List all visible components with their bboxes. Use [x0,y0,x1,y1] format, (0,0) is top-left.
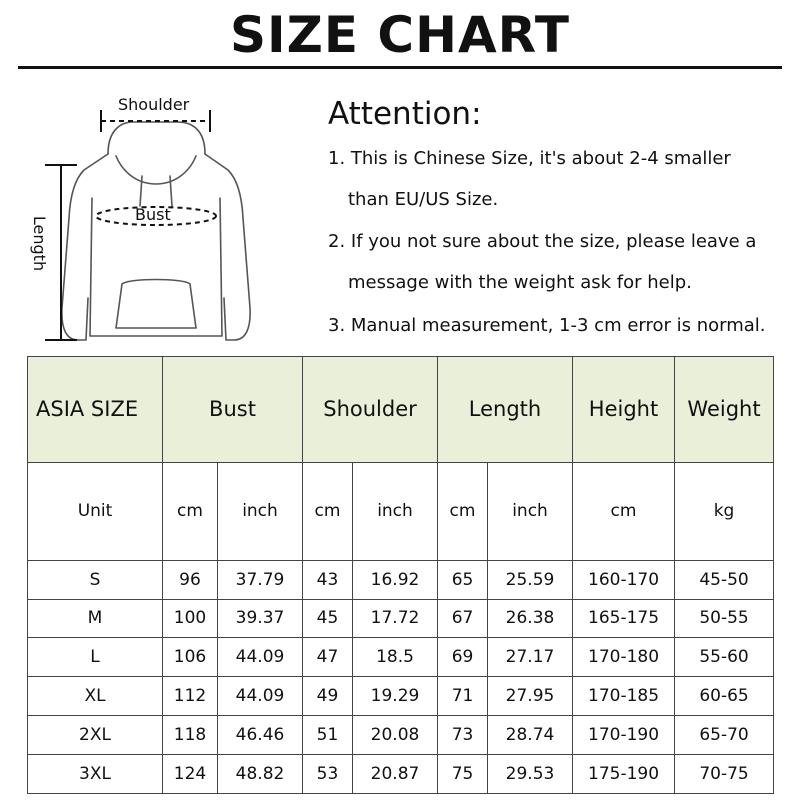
table-cell: 53 [303,755,353,794]
table-row [28,638,774,677]
table-cell: 46.46 [218,716,303,755]
table-row [28,560,774,599]
table-cell: 60-65 [675,677,774,716]
table-cell: 106 [163,638,218,677]
table-cell: 43 [303,560,353,599]
attention-line: message with the weight ask for help. [348,272,692,293]
attention-line: 2. If you not sure about the size, please leave a [328,231,757,252]
table-cell: 100 [163,599,218,638]
title-divider [18,66,782,69]
header-shoulder: Shoulder [303,357,438,463]
size-label-cell: 2XL [28,716,163,755]
table-cell: 118 [163,716,218,755]
table-header-row [28,357,774,463]
table-cell: 20.87 [353,755,438,794]
table-cell: 75 [438,755,488,794]
size-label-cell: L [28,638,163,677]
header-asia-size: ASIA SIZE [28,357,163,463]
attention-heading: Attention: [328,96,482,132]
attention-line: than EU/US Size. [348,189,499,210]
size-label-cell: 3XL [28,755,163,794]
table-cell: 27.95 [488,677,573,716]
table-cell: 44.09 [218,638,303,677]
attention-line: 1. This is Chinese Size, it's about 2-4 smaller [328,148,731,169]
size-rows [28,560,774,793]
table-cell: 39.37 [218,599,303,638]
unit-cell: inch [218,462,303,560]
table-cell: 50-55 [675,599,774,638]
table-cell: 37.79 [218,560,303,599]
table-cell: 45-50 [675,560,774,599]
size-label-cell: XL [28,677,163,716]
bust-label: Bust [135,205,171,224]
attention-line: 3. Manual measurement, 1-3 cm error is normal. [328,315,766,336]
table-cell: 96 [163,560,218,599]
table-cell: 20.08 [353,716,438,755]
shoulder-label: Shoulder [118,95,190,114]
table-cell: 19.29 [353,677,438,716]
unit-cell: kg [675,462,774,560]
table-cell: 112 [163,677,218,716]
table-cell: 124 [163,755,218,794]
table-cell: 29.53 [488,755,573,794]
table-cell: 73 [438,716,488,755]
table-cell: 26.38 [488,599,573,638]
table-cell: 47 [303,638,353,677]
table-cell: 44.09 [218,677,303,716]
size-label-cell: S [28,560,163,599]
table-cell: 25.59 [488,560,573,599]
table-cell: 175-190 [573,755,675,794]
header-bust: Bust [163,357,303,463]
table-cell: 16.92 [353,560,438,599]
table-cell: 27.17 [488,638,573,677]
table-cell: 170-190 [573,716,675,755]
table-cell: 51 [303,716,353,755]
unit-cell: cm [573,462,675,560]
unit-cell: inch [353,462,438,560]
table-cell: 49 [303,677,353,716]
length-label: Length [30,215,50,272]
unit-cell: inch [488,462,573,560]
table-row [28,677,774,716]
table-row [28,755,774,794]
table-row [28,716,774,755]
table-cell: 170-185 [573,677,675,716]
header-height: Height [573,357,675,463]
table-cell: 71 [438,677,488,716]
table-cell: 17.72 [353,599,438,638]
unit-cell: Unit [28,462,163,560]
size-table [27,356,774,794]
header-length: Length [438,357,573,463]
table-units-row [28,462,774,560]
table-cell: 48.82 [218,755,303,794]
table-row [28,599,774,638]
hoodie-diagram [28,88,288,348]
page-title: SIZE CHART [229,6,571,64]
size-label-cell: M [28,599,163,638]
header-weight: Weight [675,357,774,463]
table-cell: 18.5 [353,638,438,677]
table-cell: 28.74 [488,716,573,755]
unit-cell: cm [438,462,488,560]
table-cell: 160-170 [573,560,675,599]
table-cell: 65-70 [675,716,774,755]
table-cell: 165-175 [573,599,675,638]
table-cell: 70-75 [675,755,774,794]
table-cell: 65 [438,560,488,599]
table-cell: 45 [303,599,353,638]
table-cell: 67 [438,599,488,638]
unit-cell: cm [303,462,353,560]
table-cell: 55-60 [675,638,774,677]
table-cell: 170-180 [573,638,675,677]
unit-cell: cm [163,462,218,560]
table-cell: 69 [438,638,488,677]
